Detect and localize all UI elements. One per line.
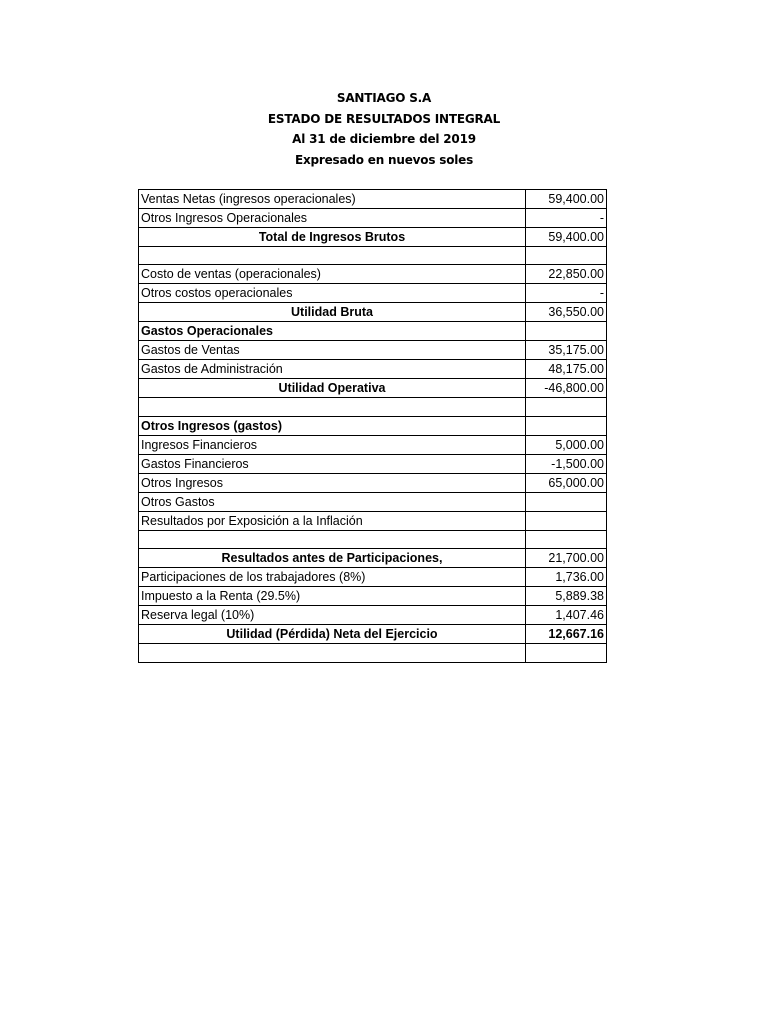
- row-label: Ventas Netas (ingresos operacionales): [139, 190, 526, 209]
- row-value: [526, 644, 607, 662]
- row-other-operating-income: [139, 209, 607, 228]
- row-label: Otros costos operacionales: [139, 284, 526, 303]
- row-value: 5,000.00: [526, 435, 607, 454]
- row-value: 35,175.00: [526, 341, 607, 360]
- row-other-income: [139, 473, 607, 492]
- statement-title: ESTADO DE RESULTADOS INTEGRAL: [267, 111, 501, 126]
- row-blank: [139, 530, 607, 548]
- row-label: Reserva legal (10%): [139, 606, 526, 625]
- row-admin-expenses: [139, 360, 607, 379]
- row-value: [526, 322, 607, 341]
- row-net-sales: [139, 190, 607, 209]
- total-value: 21,700.00: [526, 549, 607, 568]
- row-workers-participation: [139, 568, 607, 587]
- row-blank: [139, 247, 607, 265]
- total-label: Utilidad Operativa: [139, 379, 526, 398]
- statement-header: [0, 88, 768, 170]
- row-label: Costo de ventas (operacionales): [139, 265, 526, 284]
- row-value: -: [526, 209, 607, 228]
- row-value: [526, 416, 607, 435]
- row-value: 5,889.38: [526, 587, 607, 606]
- row-income-tax: [139, 587, 607, 606]
- total-label: Utilidad (Pérdida) Neta del Ejercicio: [139, 625, 526, 644]
- row-net-profit: [139, 625, 607, 644]
- row-label: [139, 398, 526, 416]
- row-total-gross-income: [139, 228, 607, 247]
- row-selling-expenses: [139, 341, 607, 360]
- row-financial-expenses: [139, 454, 607, 473]
- total-value: 36,550.00: [526, 303, 607, 322]
- row-label: [139, 530, 526, 548]
- row-label: Gastos de Administración: [139, 360, 526, 379]
- row-blank: [139, 398, 607, 416]
- row-label: Impuesto a la Renta (29.5%): [139, 587, 526, 606]
- row-label: Gastos de Ventas: [139, 341, 526, 360]
- total-label: Total de Ingresos Brutos: [139, 228, 526, 247]
- row-label: Otros Ingresos: [139, 473, 526, 492]
- row-gross-profit: [139, 303, 607, 322]
- row-value: -: [526, 284, 607, 303]
- row-value: 1,407.46: [526, 606, 607, 625]
- total-label: Utilidad Bruta: [139, 303, 526, 322]
- row-label: Gastos Financieros: [139, 454, 526, 473]
- row-label: [139, 247, 526, 265]
- section-label: Gastos Operacionales: [139, 322, 526, 341]
- row-legal-reserve: [139, 606, 607, 625]
- row-results-before-participations: [139, 549, 607, 568]
- row-operating-profit: [139, 379, 607, 398]
- row-value: [526, 511, 607, 530]
- row-label: Otros Gastos: [139, 492, 526, 511]
- row-other-expenses: [139, 492, 607, 511]
- row-value: -1,500.00: [526, 454, 607, 473]
- currency-note: Expresado en nuevos soles: [294, 152, 474, 167]
- total-value: -46,800.00: [526, 379, 607, 398]
- income-statement-table: [138, 189, 607, 663]
- row-value: [526, 247, 607, 265]
- row-value: 1,736.00: [526, 568, 607, 587]
- row-blank: [139, 644, 607, 662]
- row-label: Resultados por Exposición a la Inflación: [139, 511, 526, 530]
- row-value: 59,400.00: [526, 190, 607, 209]
- statement-date: Al 31 de diciembre del 2019: [292, 132, 476, 146]
- total-value: 59,400.00: [526, 228, 607, 247]
- row-value: [526, 530, 607, 548]
- row-financial-income: [139, 435, 607, 454]
- row-section-operating-expenses: [139, 322, 607, 341]
- section-label: Otros Ingresos (gastos): [139, 416, 526, 435]
- row-cost-of-sales: [139, 265, 607, 284]
- row-inflation-exposure: [139, 511, 607, 530]
- total-label: Resultados antes de Participaciones,: [139, 549, 526, 568]
- row-label: [139, 644, 526, 662]
- row-value: 22,850.00: [526, 265, 607, 284]
- row-value: 65,000.00: [526, 473, 607, 492]
- row-label: Participaciones de los trabajadores (8%): [139, 568, 526, 587]
- row-value: 48,175.00: [526, 360, 607, 379]
- row-section-other-income-expenses: [139, 416, 607, 435]
- row-label: Otros Ingresos Operacionales: [139, 209, 526, 228]
- row-value: [526, 492, 607, 511]
- company-name: SANTIAGO S.A: [336, 91, 432, 105]
- row-value: [526, 398, 607, 416]
- row-other-operating-costs: [139, 284, 607, 303]
- row-label: Ingresos Financieros: [139, 435, 526, 454]
- total-value: 12,667.16: [526, 625, 607, 644]
